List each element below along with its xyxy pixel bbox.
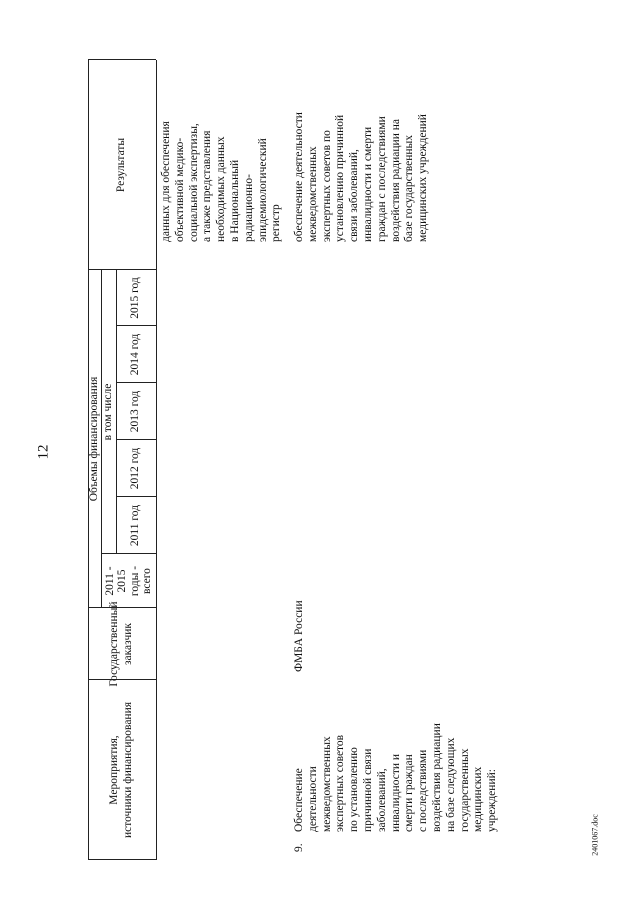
header-year-2013: 2013 год [129,390,142,433]
row-activity: Обеспечение деятельности межведомственных экспертных советов по установлению причинной связи заболеваний, инвалидности и смерти граждан с последствиями воздействия радиации на базе следующих государственных медицинских учреждений: [293,723,499,832]
header-activities: Мероприятия, источники финансирования [108,701,134,839]
header-results: Результаты [115,137,128,193]
row-result: обеспечение деятельности межведомственных экспертных советов по установлению причинной связи заболеваний, инвалидности и смерти граждан с последствиями воздействия радиации на базе государственных медицинских учреждений [293,112,430,242]
prev-row-results: данных для обеспечения объективной медико- социальной экспертизы, а также представления необходимых данных в Национальный радиационно- эпидемиологический регистр [160,121,283,242]
header-total: 2011 - 2015 годы - всего [103,565,153,597]
header-year-2012: 2012 год [129,447,142,490]
footer-filename: 2401067.doc [590,814,600,856]
header-year-2014: 2014 год [129,333,142,376]
row-customer: ФМБА России [293,600,305,672]
header-customer: Государственный заказчик [108,601,134,687]
rotated-table [87,60,499,860]
header-volumes: Объемы финансирования [87,376,100,502]
header-year-2015: 2015 год [129,277,142,319]
header-including: в том числе [101,383,114,441]
page-number: 12 [35,444,52,460]
header-bottom-border [156,60,157,860]
header-year-2011: 2011 год [129,504,142,547]
row-number: 9. [293,843,305,852]
